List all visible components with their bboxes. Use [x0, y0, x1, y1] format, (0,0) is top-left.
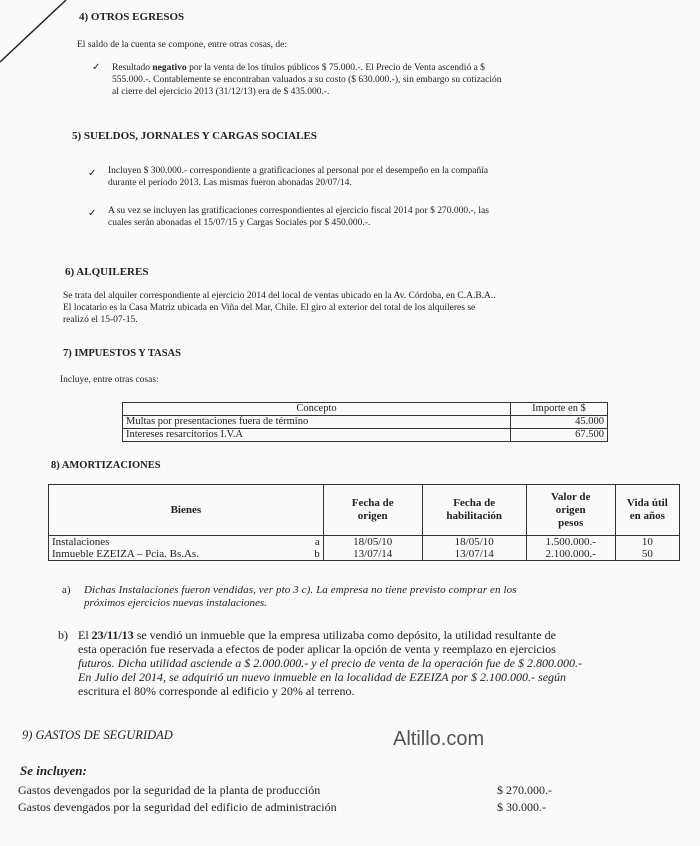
valor-cell: 2.100.000.-	[526, 548, 615, 561]
vida-cell: 50	[615, 548, 679, 561]
habilitacion-cell: 13/07/14	[422, 548, 526, 561]
origen-cell: 18/05/10	[323, 536, 422, 549]
page-fold-shadow	[0, 0, 80, 70]
section-9-sub: Se incluyen:	[20, 763, 87, 778]
note-a-label: a)	[62, 584, 71, 596]
vida-cell: 10	[615, 536, 679, 549]
col-vida-util: Vida útil en años	[615, 485, 679, 536]
table-header-row	[49, 485, 680, 536]
valor-cell: 1.500.000.-	[526, 536, 615, 549]
watermark: Altillo.com	[393, 728, 485, 750]
section-8-heading: 8) AMORTIZACIONES	[51, 460, 161, 471]
bien-cell: Instalaciones	[49, 536, 297, 549]
section-4-heading: 4) OTROS EGRESOS	[79, 11, 185, 23]
amortizations-table	[48, 484, 680, 561]
amount: $ 270.000.-	[497, 783, 552, 797]
taxes-table	[122, 402, 608, 442]
check-icon: ✓	[92, 62, 101, 73]
concepto-cell: Intereses resarcitorios I.V.A	[123, 429, 511, 442]
section-5-item-2: A su vez se incluyen las gratificaciones correspondientes al ejercicio fiscal 2014 por $ 270.000.-, las cuales serán abonadas el 15/07/15 y Cargas Sociales por $ 450.000.-.	[108, 206, 489, 228]
col-bienes: Bienes	[49, 485, 324, 536]
note-b-text: El 23/11/13 se vendió un inmueble que la empresa utilizaba como depósito, la utilidad resultante de esta operación fue reservada a efectos de poder aplicar la opción de venta y reemplazo en ejercicios futuros. Dicha utilidad asciende a $ 2.000.000.- y el precio de venta de la operación fue de $ 2.800.000.- En Julio del 2014, se adquirió un nuevo inmueble en la localidad de EZEIZA por $ 2.100.000.- según escritura el 80% corresponde al edificio y 20% al terreno.	[78, 628, 583, 698]
list-item: Gastos devengados por la seguridad de la planta de producción	[18, 783, 321, 797]
table-header-row	[123, 403, 608, 416]
table-row	[49, 536, 680, 549]
section-7-intro: Incluye, entre otras cosas:	[60, 375, 159, 385]
list-item: Gastos devengados por la seguridad del edificio de administración	[18, 800, 337, 814]
section-5-item-1: Incluyen $ 300.000.- correspondiente a gratificaciones al personal por el desempeño en la compañía durante el período 2013. Las mismas fueron abonadas 20/07/14.	[108, 166, 489, 188]
bien-cell: Inmueble EZEIZA – Pcia. Bs.As.	[49, 548, 297, 561]
ref-cell: b	[297, 548, 324, 561]
col-fecha-origen: Fecha de origen	[323, 485, 422, 536]
col-importe: Importe en $	[511, 403, 608, 416]
table-row	[123, 416, 608, 429]
habilitacion-cell: 18/05/10	[422, 536, 526, 549]
section-9-heading: 9) GASTOS DE SEGURIDAD	[22, 728, 173, 742]
check-icon: ✓	[88, 208, 97, 219]
check-icon: ✓	[88, 168, 97, 179]
table-row	[123, 429, 608, 442]
ref-cell: a	[297, 536, 324, 549]
importe-cell: 67.500	[511, 429, 608, 442]
section-6-heading: 6) ALQUILERES	[65, 266, 149, 278]
table-row	[49, 548, 680, 561]
note-b-label: b)	[58, 628, 68, 642]
section-4-intro: El saldo de la cuenta se compone, entre otras cosas, de:	[77, 40, 287, 50]
importe-cell: 45.000	[511, 416, 608, 429]
col-concepto: Concepto	[123, 403, 511, 416]
col-fecha-habilitacion: Fecha de habilitación	[422, 485, 526, 536]
amount: $ 30.000.-	[497, 800, 546, 814]
section-6-body: Se trata del alquiler correspondiente al ejercicio 2014 del local de ventas ubicado en la Av. Córdoba, en C.A.B.A.. El locatario es la Casa Matriz ubicada en Viña del Mar, Chile. El giro al exterior del total de los alquileres se realizó el 15-07-15.	[63, 291, 496, 325]
origen-cell: 13/07/14	[323, 548, 422, 561]
section-4-item-1: Resultado negativo por la venta de los títulos públicos $ 75.000.-. El Precio de Venta ascendió a $ 555.000.-. Contablemente se encontraban valuados a su costo ($ 630.000.-), sin embargo su cotización al cierre del ejercicio 2013 (31/12/13) era de $ 435.000.-.	[112, 63, 502, 97]
col-valor-origen: Valor de origen pesos	[526, 485, 615, 536]
concepto-cell: Multas por presentaciones fuera de término	[123, 416, 511, 429]
section-7-heading: 7) IMPUESTOS Y TASAS	[63, 348, 181, 359]
section-5-heading: 5) SUELDOS, JORNALES Y CARGAS SOCIALES	[72, 130, 317, 142]
note-a-text: Dichas Instalaciones fueron vendidas, ver pto 3 c). La empresa no tiene previsto comprar en los próximos ejercicios nuevas instalaciones.	[84, 584, 517, 609]
